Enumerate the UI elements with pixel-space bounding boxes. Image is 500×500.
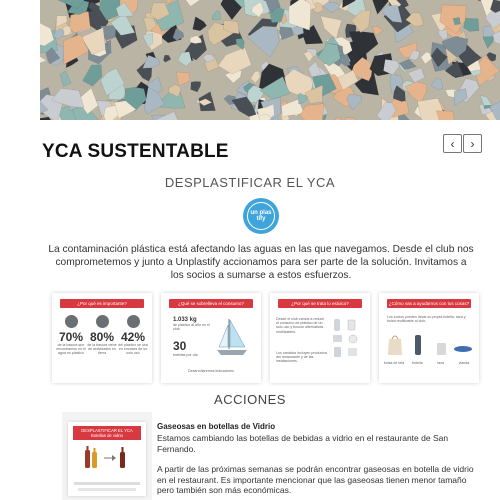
card-header: ¿Qué se sobrelleva el consumo? (169, 299, 253, 308)
action-paragraph-2: A partir de las próximas semanas se podrán encontrar gaseosas en botella de vidrio en el restaurant. Es importante mencionar que las gaseosas tienen menor tamaño pero también son más económicas. (157, 464, 474, 495)
reusable-items-icon (385, 331, 473, 357)
stat-item: 42% del plástico se usa en envases de un solo uso (118, 315, 148, 356)
plastic-flake (454, 89, 467, 106)
plastic-flakes-photo (40, 0, 500, 120)
plastic-flake (344, 118, 358, 120)
carousel-prev-button[interactable]: ‹ (443, 134, 462, 153)
stat-item: 70% de la basura que encontramos en el agua es plástico (56, 315, 86, 356)
plastic-flake (438, 30, 447, 40)
globe-icon (65, 315, 78, 328)
plastic-flake (60, 71, 71, 86)
plastic-flake (421, 52, 432, 64)
actions-heading: ACCIONES (214, 392, 286, 407)
info-card-consumption[interactable]: ¿Qué se sobrelleva el consumo? 1.033 kg de plástico al año en el club 30 botellas por día Desarrollaremos indicadores (161, 293, 261, 383)
info-card-actions[interactable]: ¿Por qué se trata lo estoico? Desde el club vamos a reducir el consumo de plástico de un solo uso y buscar alternativas reutilizables. Los cambios incluyen productos del restaurante y de las instalaciones. (270, 293, 370, 383)
page-title: YCA SUSTENTABLE (42, 141, 229, 162)
unplastify-logo (243, 198, 279, 234)
plastic-flake (212, 11, 220, 20)
plastic-flake (40, 55, 47, 66)
stat-item: 80% de la basura viene de actividades en tierra (87, 315, 117, 356)
info-card-reusables[interactable]: ¿Cómo vas a ayudarnos con tus cosas? Los socios pueden llevar su propia botella, taza y bolsa reutilizable al club. bolsa de tela botella taza vianda (379, 293, 479, 383)
plastic-flake (218, 48, 252, 75)
plastic-flake (347, 94, 362, 110)
bottles-icon (82, 444, 132, 472)
plastic-flake (408, 68, 425, 83)
unplastify-logo-text: un plas tify (247, 202, 275, 230)
carousel-next-button[interactable]: › (463, 134, 482, 153)
card-header: ¿Cómo vas a ayudarnos con tus cosas? (388, 301, 470, 306)
action-image-header: DESPLASTIFICAR EL YCA Botellas de vidrio (73, 426, 141, 440)
plastic-flake (83, 65, 102, 87)
section-heading: DESPLASTIFICAR EL YCA (164, 175, 336, 190)
plastic-flake (431, 78, 443, 90)
plastic-flake (184, 0, 200, 6)
plastic-flake (191, 82, 201, 92)
plastic-flake (193, 17, 207, 31)
plastic-flake (464, 18, 479, 31)
plastic-flake (176, 72, 190, 86)
card-header: ¿Por qué se trata lo estoico? (278, 299, 362, 308)
plastic-flake (280, 27, 294, 40)
plastic-flake (144, 87, 164, 114)
globe-icon (127, 315, 140, 328)
globe-icon (96, 315, 109, 328)
action-title[interactable]: Gaseosas en botellas de Vidrio (157, 422, 276, 431)
card-header: ¿Por qué es importante? (60, 299, 144, 308)
plastic-flake (321, 16, 342, 39)
plastic-flake (300, 104, 324, 120)
intro-paragraph: La contaminación plástica está afectando las aguas en las que navegamos. Desde el club nos comprometemos y junto a Unplastify accionamos para ser parte de la solución. Invitamos a los socios a sumarse a estos esfuerzos. (48, 244, 474, 281)
plastic-flake (236, 38, 245, 50)
info-card-importance[interactable] (52, 293, 152, 383)
hero-image (40, 0, 500, 120)
plastic-flake (70, 11, 91, 33)
plastic-flake (251, 71, 260, 83)
plastic-flake (483, 37, 494, 48)
plastic-flake (178, 52, 192, 67)
plastic-flake (143, 55, 161, 68)
plastic-flake (436, 111, 455, 120)
plastic-flake (333, 117, 343, 120)
plastic-flake (163, 55, 171, 62)
action-paragraph-1: Estamos cambiando las botellas de bebidas a vidrio en el restaurante de San Fernando. (157, 433, 449, 454)
plastic-flake (481, 96, 492, 106)
sailboat-icon (215, 317, 249, 357)
action-image[interactable] (62, 412, 152, 500)
plastic-items-icon (330, 317, 364, 361)
